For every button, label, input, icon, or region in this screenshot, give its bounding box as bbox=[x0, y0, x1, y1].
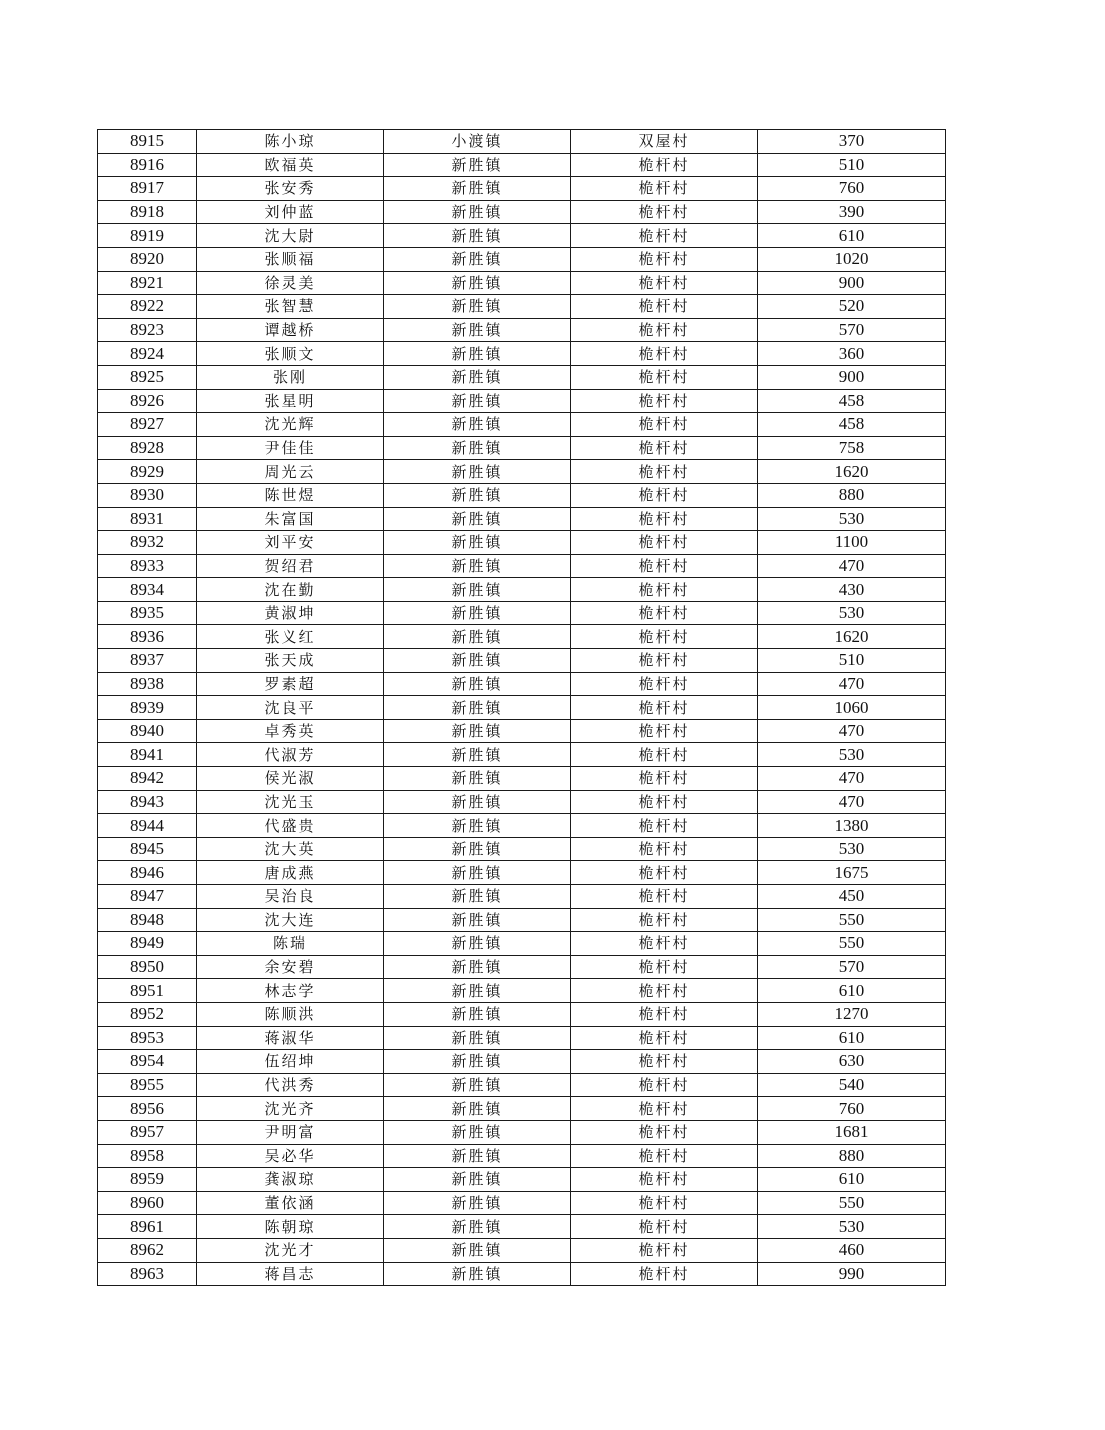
amount-cell: 610 bbox=[758, 224, 946, 248]
table-row bbox=[98, 885, 946, 909]
row-number-cell: 8952 bbox=[98, 1002, 197, 1026]
name-cell: 张义红 bbox=[197, 625, 384, 649]
town-cell: 新胜镇 bbox=[384, 601, 571, 625]
amount-cell: 530 bbox=[758, 507, 946, 531]
table-body bbox=[98, 130, 946, 1286]
row-number-cell: 8926 bbox=[98, 389, 197, 413]
town-cell: 新胜镇 bbox=[384, 1144, 571, 1168]
town-cell: 新胜镇 bbox=[384, 1215, 571, 1239]
name-cell: 谭越桥 bbox=[197, 318, 384, 342]
row-number-cell: 8950 bbox=[98, 955, 197, 979]
table-row bbox=[98, 767, 946, 791]
town-cell: 新胜镇 bbox=[384, 1097, 571, 1121]
village-cell: 桅杆村 bbox=[571, 1168, 758, 1192]
amount-cell: 470 bbox=[758, 790, 946, 814]
amount-cell: 610 bbox=[758, 1026, 946, 1050]
amount-cell: 470 bbox=[758, 719, 946, 743]
town-cell: 新胜镇 bbox=[384, 625, 571, 649]
village-cell: 桅杆村 bbox=[571, 1050, 758, 1074]
name-cell: 侯光淑 bbox=[197, 767, 384, 791]
name-cell: 沈大英 bbox=[197, 837, 384, 861]
amount-cell: 1060 bbox=[758, 696, 946, 720]
name-cell: 龚淑琼 bbox=[197, 1168, 384, 1192]
name-cell: 黄淑坤 bbox=[197, 601, 384, 625]
row-number-cell: 8917 bbox=[98, 177, 197, 201]
row-number-cell: 8936 bbox=[98, 625, 197, 649]
village-cell: 桅杆村 bbox=[571, 224, 758, 248]
amount-cell: 758 bbox=[758, 436, 946, 460]
name-cell: 沈光齐 bbox=[197, 1097, 384, 1121]
town-cell: 新胜镇 bbox=[384, 696, 571, 720]
table-row bbox=[98, 625, 946, 649]
village-cell: 桅杆村 bbox=[571, 625, 758, 649]
name-cell: 陈瑞 bbox=[197, 932, 384, 956]
amount-cell: 530 bbox=[758, 601, 946, 625]
amount-cell: 458 bbox=[758, 413, 946, 437]
town-cell: 新胜镇 bbox=[384, 767, 571, 791]
table-row bbox=[98, 295, 946, 319]
town-cell: 新胜镇 bbox=[384, 837, 571, 861]
village-cell: 桅杆村 bbox=[571, 247, 758, 271]
table-row bbox=[98, 1026, 946, 1050]
table-row bbox=[98, 554, 946, 578]
village-cell: 桅杆村 bbox=[571, 814, 758, 838]
town-cell: 新胜镇 bbox=[384, 460, 571, 484]
amount-cell: 1270 bbox=[758, 1002, 946, 1026]
table-row bbox=[98, 837, 946, 861]
village-cell: 桅杆村 bbox=[571, 696, 758, 720]
table-row bbox=[98, 1097, 946, 1121]
name-cell: 代洪秀 bbox=[197, 1073, 384, 1097]
name-cell: 沈光辉 bbox=[197, 413, 384, 437]
amount-cell: 570 bbox=[758, 318, 946, 342]
row-number-cell: 8940 bbox=[98, 719, 197, 743]
name-cell: 张安秀 bbox=[197, 177, 384, 201]
name-cell: 周光云 bbox=[197, 460, 384, 484]
row-number-cell: 8939 bbox=[98, 696, 197, 720]
name-cell: 沈大尉 bbox=[197, 224, 384, 248]
row-number-cell: 8944 bbox=[98, 814, 197, 838]
name-cell: 张顺福 bbox=[197, 247, 384, 271]
table-row bbox=[98, 153, 946, 177]
amount-cell: 1681 bbox=[758, 1120, 946, 1144]
table-row bbox=[98, 719, 946, 743]
name-cell: 贺绍君 bbox=[197, 554, 384, 578]
amount-cell: 430 bbox=[758, 578, 946, 602]
name-cell: 张星明 bbox=[197, 389, 384, 413]
town-cell: 新胜镇 bbox=[384, 1073, 571, 1097]
row-number-cell: 8958 bbox=[98, 1144, 197, 1168]
name-cell: 沈在勤 bbox=[197, 578, 384, 602]
name-cell: 沈光才 bbox=[197, 1238, 384, 1262]
table-row bbox=[98, 979, 946, 1003]
amount-cell: 390 bbox=[758, 200, 946, 224]
amount-cell: 458 bbox=[758, 389, 946, 413]
name-cell: 吴必华 bbox=[197, 1144, 384, 1168]
town-cell: 新胜镇 bbox=[384, 814, 571, 838]
row-number-cell: 8959 bbox=[98, 1168, 197, 1192]
table-row bbox=[98, 1144, 946, 1168]
village-cell: 桅杆村 bbox=[571, 365, 758, 389]
town-cell: 小渡镇 bbox=[384, 130, 571, 154]
table-row bbox=[98, 365, 946, 389]
amount-cell: 470 bbox=[758, 767, 946, 791]
table-row bbox=[98, 649, 946, 673]
row-number-cell: 8962 bbox=[98, 1238, 197, 1262]
town-cell: 新胜镇 bbox=[384, 554, 571, 578]
row-number-cell: 8951 bbox=[98, 979, 197, 1003]
town-cell: 新胜镇 bbox=[384, 743, 571, 767]
amount-cell: 520 bbox=[758, 295, 946, 319]
table-row bbox=[98, 578, 946, 602]
village-cell: 双屋村 bbox=[571, 130, 758, 154]
name-cell: 吴治良 bbox=[197, 885, 384, 909]
town-cell: 新胜镇 bbox=[384, 719, 571, 743]
amount-cell: 550 bbox=[758, 908, 946, 932]
row-number-cell: 8960 bbox=[98, 1191, 197, 1215]
village-cell: 桅杆村 bbox=[571, 885, 758, 909]
amount-cell: 530 bbox=[758, 837, 946, 861]
amount-cell: 510 bbox=[758, 649, 946, 673]
table-row bbox=[98, 672, 946, 696]
town-cell: 新胜镇 bbox=[384, 1120, 571, 1144]
table-row bbox=[98, 908, 946, 932]
table-row bbox=[98, 1262, 946, 1286]
row-number-cell: 8953 bbox=[98, 1026, 197, 1050]
name-cell: 沈大连 bbox=[197, 908, 384, 932]
town-cell: 新胜镇 bbox=[384, 153, 571, 177]
amount-cell: 510 bbox=[758, 153, 946, 177]
name-cell: 沈良平 bbox=[197, 696, 384, 720]
table-row bbox=[98, 1120, 946, 1144]
town-cell: 新胜镇 bbox=[384, 861, 571, 885]
row-number-cell: 8955 bbox=[98, 1073, 197, 1097]
amount-cell: 1020 bbox=[758, 247, 946, 271]
amount-cell: 990 bbox=[758, 1262, 946, 1286]
table-row bbox=[98, 177, 946, 201]
table-row bbox=[98, 342, 946, 366]
village-cell: 桅杆村 bbox=[571, 483, 758, 507]
table-row bbox=[98, 531, 946, 555]
row-number-cell: 8942 bbox=[98, 767, 197, 791]
village-cell: 桅杆村 bbox=[571, 177, 758, 201]
row-number-cell: 8943 bbox=[98, 790, 197, 814]
amount-cell: 610 bbox=[758, 1168, 946, 1192]
name-cell: 代盛贵 bbox=[197, 814, 384, 838]
name-cell: 张智慧 bbox=[197, 295, 384, 319]
amount-cell: 1620 bbox=[758, 460, 946, 484]
table-row bbox=[98, 200, 946, 224]
table-row bbox=[98, 413, 946, 437]
row-number-cell: 8949 bbox=[98, 932, 197, 956]
village-cell: 桅杆村 bbox=[571, 790, 758, 814]
row-number-cell: 8915 bbox=[98, 130, 197, 154]
row-number-cell: 8941 bbox=[98, 743, 197, 767]
table-row bbox=[98, 743, 946, 767]
village-cell: 桅杆村 bbox=[571, 271, 758, 295]
village-cell: 桅杆村 bbox=[571, 1073, 758, 1097]
village-cell: 桅杆村 bbox=[571, 200, 758, 224]
row-number-cell: 8931 bbox=[98, 507, 197, 531]
village-cell: 桅杆村 bbox=[571, 1144, 758, 1168]
row-number-cell: 8930 bbox=[98, 483, 197, 507]
row-number-cell: 8925 bbox=[98, 365, 197, 389]
table-row bbox=[98, 1215, 946, 1239]
amount-cell: 900 bbox=[758, 271, 946, 295]
amount-cell: 540 bbox=[758, 1073, 946, 1097]
village-cell: 桅杆村 bbox=[571, 507, 758, 531]
name-cell: 尹佳佳 bbox=[197, 436, 384, 460]
name-cell: 唐成燕 bbox=[197, 861, 384, 885]
table-row bbox=[98, 389, 946, 413]
village-cell: 桅杆村 bbox=[571, 295, 758, 319]
row-number-cell: 8932 bbox=[98, 531, 197, 555]
row-number-cell: 8961 bbox=[98, 1215, 197, 1239]
row-number-cell: 8933 bbox=[98, 554, 197, 578]
name-cell: 沈光玉 bbox=[197, 790, 384, 814]
table-row bbox=[98, 790, 946, 814]
amount-cell: 1675 bbox=[758, 861, 946, 885]
village-cell: 桅杆村 bbox=[571, 649, 758, 673]
amount-cell: 360 bbox=[758, 342, 946, 366]
town-cell: 新胜镇 bbox=[384, 1002, 571, 1026]
row-number-cell: 8920 bbox=[98, 247, 197, 271]
name-cell: 林志学 bbox=[197, 979, 384, 1003]
village-cell: 桅杆村 bbox=[571, 460, 758, 484]
town-cell: 新胜镇 bbox=[384, 295, 571, 319]
town-cell: 新胜镇 bbox=[384, 1050, 571, 1074]
amount-cell: 550 bbox=[758, 932, 946, 956]
town-cell: 新胜镇 bbox=[384, 1026, 571, 1050]
table-row bbox=[98, 130, 946, 154]
village-cell: 桅杆村 bbox=[571, 554, 758, 578]
name-cell: 陈世煜 bbox=[197, 483, 384, 507]
row-number-cell: 8937 bbox=[98, 649, 197, 673]
table-row bbox=[98, 483, 946, 507]
name-cell: 蒋昌志 bbox=[197, 1262, 384, 1286]
amount-cell: 470 bbox=[758, 672, 946, 696]
town-cell: 新胜镇 bbox=[384, 908, 571, 932]
amount-cell: 880 bbox=[758, 1144, 946, 1168]
amount-cell: 900 bbox=[758, 365, 946, 389]
village-cell: 桅杆村 bbox=[571, 1097, 758, 1121]
town-cell: 新胜镇 bbox=[384, 271, 571, 295]
town-cell: 新胜镇 bbox=[384, 507, 571, 531]
village-cell: 桅杆村 bbox=[571, 318, 758, 342]
village-cell: 桅杆村 bbox=[571, 932, 758, 956]
name-cell: 尹明富 bbox=[197, 1120, 384, 1144]
row-number-cell: 8963 bbox=[98, 1262, 197, 1286]
name-cell: 欧福英 bbox=[197, 153, 384, 177]
row-number-cell: 8927 bbox=[98, 413, 197, 437]
village-cell: 桅杆村 bbox=[571, 601, 758, 625]
village-cell: 桅杆村 bbox=[571, 861, 758, 885]
village-cell: 桅杆村 bbox=[571, 1191, 758, 1215]
name-cell: 代淑芳 bbox=[197, 743, 384, 767]
row-number-cell: 8922 bbox=[98, 295, 197, 319]
row-number-cell: 8921 bbox=[98, 271, 197, 295]
table-row bbox=[98, 318, 946, 342]
village-cell: 桅杆村 bbox=[571, 955, 758, 979]
table-row bbox=[98, 507, 946, 531]
name-cell: 刘仲蓝 bbox=[197, 200, 384, 224]
village-cell: 桅杆村 bbox=[571, 436, 758, 460]
village-cell: 桅杆村 bbox=[571, 979, 758, 1003]
amount-cell: 530 bbox=[758, 1215, 946, 1239]
town-cell: 新胜镇 bbox=[384, 342, 571, 366]
amount-cell: 370 bbox=[758, 130, 946, 154]
village-cell: 桅杆村 bbox=[571, 743, 758, 767]
name-cell: 陈顺洪 bbox=[197, 1002, 384, 1026]
village-cell: 桅杆村 bbox=[571, 767, 758, 791]
row-number-cell: 8929 bbox=[98, 460, 197, 484]
name-cell: 张天成 bbox=[197, 649, 384, 673]
table-row bbox=[98, 696, 946, 720]
town-cell: 新胜镇 bbox=[384, 200, 571, 224]
name-cell: 徐灵美 bbox=[197, 271, 384, 295]
town-cell: 新胜镇 bbox=[384, 177, 571, 201]
name-cell: 卓秀英 bbox=[197, 719, 384, 743]
name-cell: 朱富国 bbox=[197, 507, 384, 531]
town-cell: 新胜镇 bbox=[384, 955, 571, 979]
town-cell: 新胜镇 bbox=[384, 531, 571, 555]
row-number-cell: 8948 bbox=[98, 908, 197, 932]
town-cell: 新胜镇 bbox=[384, 790, 571, 814]
table-row bbox=[98, 932, 946, 956]
village-cell: 桅杆村 bbox=[571, 1238, 758, 1262]
amount-cell: 1100 bbox=[758, 531, 946, 555]
row-number-cell: 8928 bbox=[98, 436, 197, 460]
table-row bbox=[98, 1191, 946, 1215]
table-row bbox=[98, 955, 946, 979]
town-cell: 新胜镇 bbox=[384, 1238, 571, 1262]
row-number-cell: 8924 bbox=[98, 342, 197, 366]
table-row bbox=[98, 601, 946, 625]
amount-cell: 550 bbox=[758, 1191, 946, 1215]
town-cell: 新胜镇 bbox=[384, 885, 571, 909]
town-cell: 新胜镇 bbox=[384, 932, 571, 956]
amount-cell: 470 bbox=[758, 554, 946, 578]
row-number-cell: 8945 bbox=[98, 837, 197, 861]
name-cell: 张顺文 bbox=[197, 342, 384, 366]
village-cell: 桅杆村 bbox=[571, 672, 758, 696]
table-row bbox=[98, 271, 946, 295]
village-cell: 桅杆村 bbox=[571, 578, 758, 602]
amount-cell: 880 bbox=[758, 483, 946, 507]
name-cell: 陈小琼 bbox=[197, 130, 384, 154]
row-number-cell: 8916 bbox=[98, 153, 197, 177]
town-cell: 新胜镇 bbox=[384, 436, 571, 460]
table-row bbox=[98, 460, 946, 484]
name-cell: 余安碧 bbox=[197, 955, 384, 979]
town-cell: 新胜镇 bbox=[384, 365, 571, 389]
table-row bbox=[98, 861, 946, 885]
table-row bbox=[98, 1050, 946, 1074]
data-table bbox=[97, 129, 946, 1286]
name-cell: 刘平安 bbox=[197, 531, 384, 555]
row-number-cell: 8934 bbox=[98, 578, 197, 602]
table-row bbox=[98, 1238, 946, 1262]
table-row bbox=[98, 814, 946, 838]
amount-cell: 760 bbox=[758, 177, 946, 201]
name-cell: 罗素超 bbox=[197, 672, 384, 696]
row-number-cell: 8919 bbox=[98, 224, 197, 248]
table-row bbox=[98, 436, 946, 460]
village-cell: 桅杆村 bbox=[571, 1262, 758, 1286]
amount-cell: 610 bbox=[758, 979, 946, 1003]
village-cell: 桅杆村 bbox=[571, 531, 758, 555]
town-cell: 新胜镇 bbox=[384, 649, 571, 673]
name-cell: 陈朝琼 bbox=[197, 1215, 384, 1239]
amount-cell: 530 bbox=[758, 743, 946, 767]
town-cell: 新胜镇 bbox=[384, 979, 571, 1003]
amount-cell: 570 bbox=[758, 955, 946, 979]
town-cell: 新胜镇 bbox=[384, 1262, 571, 1286]
name-cell: 张刚 bbox=[197, 365, 384, 389]
amount-cell: 460 bbox=[758, 1238, 946, 1262]
row-number-cell: 8956 bbox=[98, 1097, 197, 1121]
town-cell: 新胜镇 bbox=[384, 1191, 571, 1215]
row-number-cell: 8935 bbox=[98, 601, 197, 625]
table-row bbox=[98, 1073, 946, 1097]
town-cell: 新胜镇 bbox=[384, 413, 571, 437]
table-row bbox=[98, 1002, 946, 1026]
amount-cell: 450 bbox=[758, 885, 946, 909]
name-cell: 蒋淑华 bbox=[197, 1026, 384, 1050]
row-number-cell: 8938 bbox=[98, 672, 197, 696]
amount-cell: 1620 bbox=[758, 625, 946, 649]
village-cell: 桅杆村 bbox=[571, 1215, 758, 1239]
town-cell: 新胜镇 bbox=[384, 389, 571, 413]
village-cell: 桅杆村 bbox=[571, 719, 758, 743]
village-cell: 桅杆村 bbox=[571, 413, 758, 437]
village-cell: 桅杆村 bbox=[571, 153, 758, 177]
town-cell: 新胜镇 bbox=[384, 578, 571, 602]
row-number-cell: 8923 bbox=[98, 318, 197, 342]
town-cell: 新胜镇 bbox=[384, 672, 571, 696]
village-cell: 桅杆村 bbox=[571, 837, 758, 861]
village-cell: 桅杆村 bbox=[571, 1026, 758, 1050]
town-cell: 新胜镇 bbox=[384, 318, 571, 342]
village-cell: 桅杆村 bbox=[571, 908, 758, 932]
table-row bbox=[98, 247, 946, 271]
table-row bbox=[98, 1168, 946, 1192]
row-number-cell: 8947 bbox=[98, 885, 197, 909]
village-cell: 桅杆村 bbox=[571, 1002, 758, 1026]
row-number-cell: 8954 bbox=[98, 1050, 197, 1074]
row-number-cell: 8957 bbox=[98, 1120, 197, 1144]
town-cell: 新胜镇 bbox=[384, 247, 571, 271]
village-cell: 桅杆村 bbox=[571, 389, 758, 413]
village-cell: 桅杆村 bbox=[571, 342, 758, 366]
row-number-cell: 8918 bbox=[98, 200, 197, 224]
table-row bbox=[98, 224, 946, 248]
amount-cell: 760 bbox=[758, 1097, 946, 1121]
row-number-cell: 8946 bbox=[98, 861, 197, 885]
town-cell: 新胜镇 bbox=[384, 1168, 571, 1192]
town-cell: 新胜镇 bbox=[384, 224, 571, 248]
village-cell: 桅杆村 bbox=[571, 1120, 758, 1144]
town-cell: 新胜镇 bbox=[384, 483, 571, 507]
name-cell: 伍绍坤 bbox=[197, 1050, 384, 1074]
amount-cell: 1380 bbox=[758, 814, 946, 838]
name-cell: 董依涵 bbox=[197, 1191, 384, 1215]
amount-cell: 630 bbox=[758, 1050, 946, 1074]
